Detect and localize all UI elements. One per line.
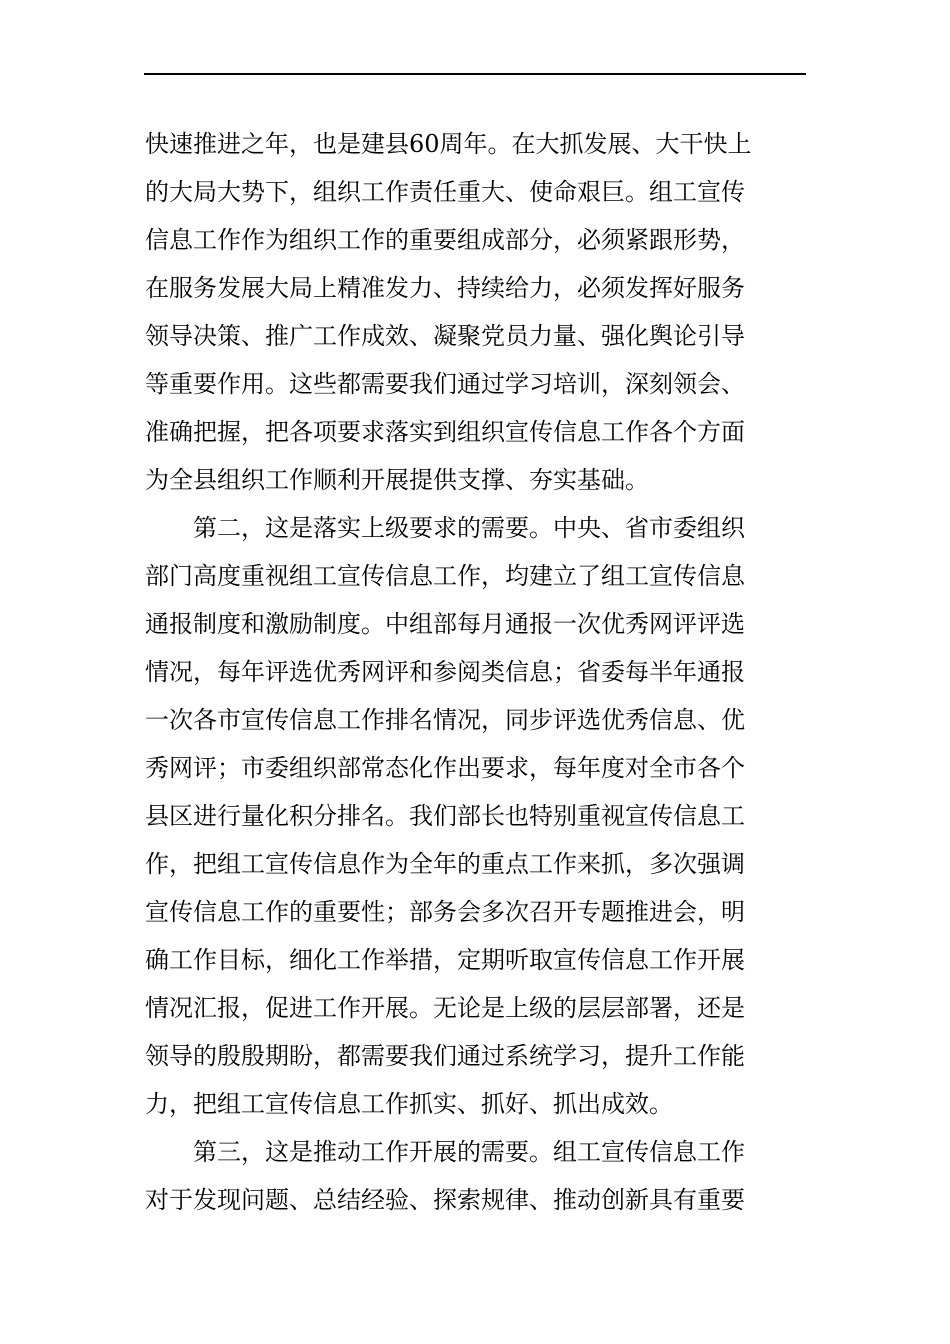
text-line: 的大局大势下，组织工作责任重大、使命艰巨。组工宣传 xyxy=(145,178,745,206)
document-body xyxy=(145,120,810,1224)
header-rule xyxy=(144,73,806,75)
text-line: 等重要作用。这些都需要我们通过学习培训，深刻领会、 xyxy=(145,370,745,398)
text-line: 领导决策、推广工作成效、凝聚党员力量、强化舆论引导 xyxy=(145,322,745,350)
text-line: 通报制度和激励制度。中组部每月通报一次优秀网评评选 xyxy=(145,610,745,638)
text-line: 宣传信息工作的重要性；部务会多次召开专题推进会，明 xyxy=(145,898,745,926)
text-line: 一次各市宣传信息工作排名情况，同步评选优秀信息、优 xyxy=(145,706,745,734)
text-line: 准确把握，把各项要求落实到组织宣传信息工作各个方面 xyxy=(145,418,745,446)
text-line: 作，把组工宣传信息作为全年的重点工作来抓，多次强调 xyxy=(145,850,745,878)
text-line: 部门高度重视组工宣传信息工作，均建立了组工宣传信息 xyxy=(145,562,745,590)
text-line: 对于发现问题、总结经验、探索规律、推动创新具有重要 xyxy=(145,1186,745,1214)
text-line: 领导的殷殷期盼，都需要我们通过系统学习，提升工作能 xyxy=(145,1042,745,1070)
text-line: 秀网评；市委组织部常态化作出要求，每年度对全市各个 xyxy=(145,754,745,782)
text-line: 快速推进之年，也是建县60周年。在大抓发展、大干快上 xyxy=(145,130,752,158)
text-line: 确工作目标，细化工作举措，定期听取宣传信息工作开展 xyxy=(145,946,745,974)
text-line: 情况汇报，促进工作开展。无论是上级的层层部署，还是 xyxy=(145,994,745,1022)
text-line: 信息工作作为组织工作的重要组成部分，必须紧跟形势， xyxy=(145,226,745,254)
text-line: 力，把组工宣传信息工作抓实、抓好、抓出成效。 xyxy=(145,1090,673,1118)
text-line: 情况，每年评选优秀网评和参阅类信息；省委每半年通报 xyxy=(145,658,745,686)
text-line: 县区进行量化积分排名。我们部长也特别重视宣传信息工 xyxy=(145,802,745,830)
paragraph-start-line: 第三，这是推动工作开展的需要。组工宣传信息工作 xyxy=(193,1138,745,1166)
text-line: 为全县组织工作顺利开展提供支撑、夯实基础。 xyxy=(145,466,649,494)
text-line: 在服务发展大局上精准发力、持续给力，必须发挥好服务 xyxy=(145,274,745,302)
paragraph-start-line: 第二，这是落实上级要求的需要。中央、省市委组织 xyxy=(193,514,745,542)
